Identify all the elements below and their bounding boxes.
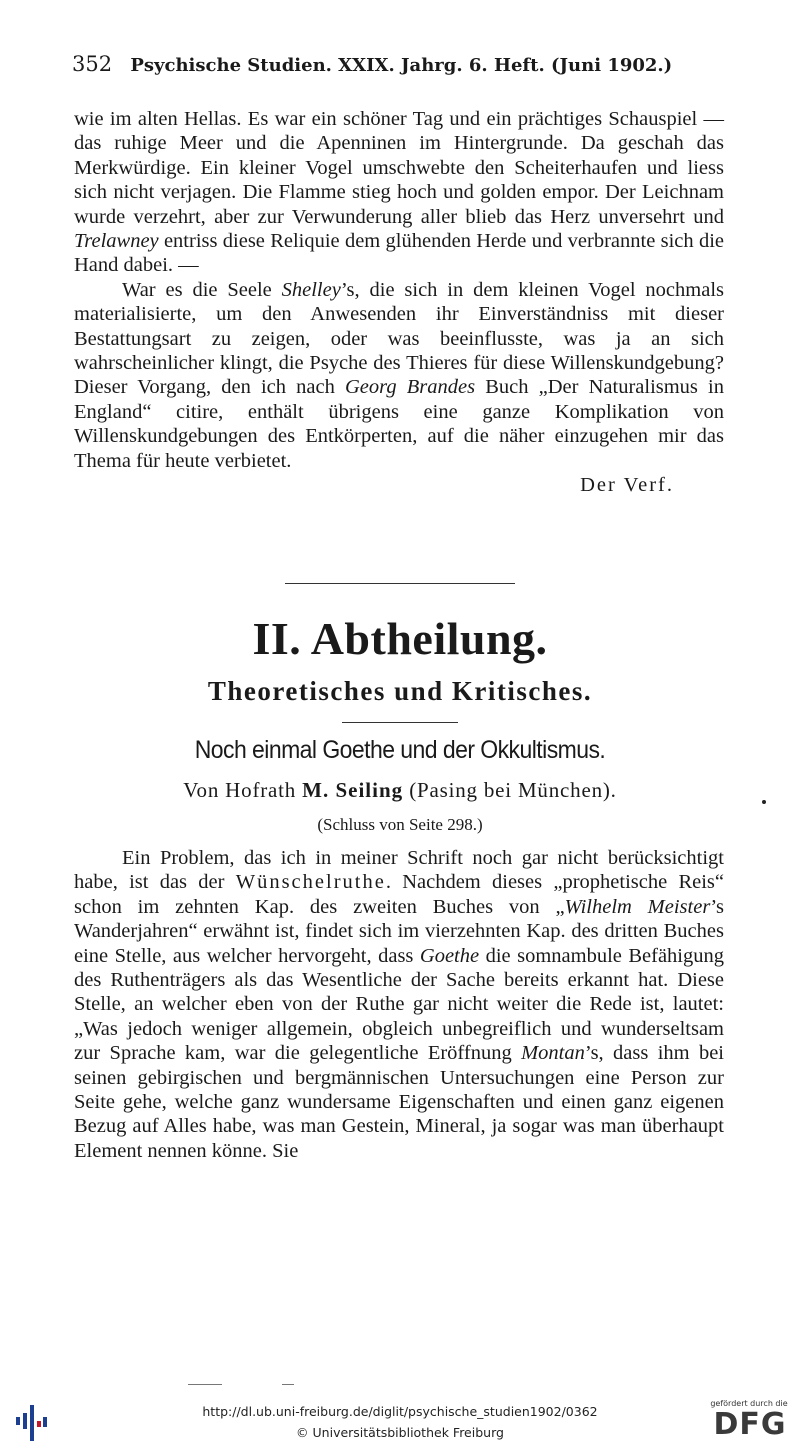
dfg-caption: gefördert durch die [710, 1399, 788, 1408]
paragraph [74, 107, 724, 278]
text-run: entriss diese Reliquie dem glühenden Herde und verbrannte sich die Hand dabei. — [74, 230, 724, 277]
page-number: 352 [72, 52, 113, 76]
print-mark [282, 1384, 294, 1385]
running-header [72, 52, 732, 76]
italic-name: Wilhelm Meister [564, 895, 711, 918]
source-url-text[interactable]: http://dl.ub.uni-freiburg.de/diglit/psychische_studien1902/0362 [202, 1404, 598, 1419]
text-run: wie im alten Hellas. Es war ein schöner Tag und ein prächtiges Schauspiel — das ruhige Meer und die Apenninen im Hintergrunde. Da geschah das Merkwürdige. Ein kleiner Vogel umschwebte den Scheiterhaufen und liess sich nicht verjagen. Die Flamme stieg hoch und golden empor. Der Leichnam wurde verzehrt, aber zur Verwunderung aller blieb das Herz unversehrt und [74, 108, 724, 228]
text-run: ’s, dass ihm bei seinen gebirgischen und bergmännischen Untersuchungen eine Person zur Seite gehe, welche ganz wundersame Eigenschaften und einen ganz eigenen Bezug auf Alles habe, was man Gestein, Mineral, ja sogar was man überhaupt Element nennen könne. Sie [74, 1042, 724, 1162]
copyright-notice: © Universitätsbibliothek Freiburg [296, 1425, 504, 1440]
previous-article-ending [74, 107, 724, 498]
dfg-logo: DFG [713, 1407, 787, 1442]
text-run: die somnambule Befähigung des Ruthenträgers als das Wesentliche der Sache bereits erkannt hat. Diese Stelle, an welcher eben von der Ruthe gar nicht weiter die Rede ist, lautet: „Was jedoch weniger allgemein, obgleich unbegreiflich und wunderseltsam zur Sprache kam, war die gelegentliche Eröffnung [74, 944, 725, 1065]
byline [0, 778, 800, 803]
text-run: Buch „Der Naturalismus in England“ citire, enthält übrigens eine ganze Komplikation von Willenskundgebungen des Entkörperten, auf die näher einzugehen mir das Thema für heute verbietet. [74, 376, 724, 472]
italic-name: Goethe [419, 944, 480, 967]
paragraph [74, 278, 724, 473]
signature: Der Verf. [580, 474, 674, 497]
italic-name: Montan [521, 1042, 585, 1065]
article-title: Noch einmal Goethe und der Okkultismus. [194, 736, 606, 764]
scan-speck [762, 800, 766, 804]
text-run: Ein Problem, das ich in meiner Schrift noch gar nicht berücksichtigt habe, ist das der [74, 847, 724, 894]
separator-rule [342, 722, 458, 723]
italic-name: Trelawney [74, 230, 159, 253]
text-run: . Nachdem dieses „prophetische Reis“ schon im zehnten Kap. des zweiten Buches von „ [74, 871, 724, 918]
text-run: ’s Wanderjahren“ erwähnt ist, findet sich im vierzehnten Kap. des dritten Buches eine Stelle, aus welcher hervorgeht, dass [74, 895, 724, 967]
article-body [74, 846, 724, 1163]
text-run: War es die Seele [122, 278, 282, 301]
spaced-term: Wünschelruthe [235, 871, 386, 894]
byline-suffix: (Pasing bei München). [403, 778, 617, 802]
digitization-footer [0, 1395, 800, 1450]
section-heading: II. Abtheilung. [252, 613, 548, 664]
text-run: ’s, die sich in dem kleinen Vogel nochmals materialisierte, um den Anwesenden ihr Einverständniss mit dieser Bestattungsart zu zeigen, oder was beeinflusste, was ja an sich wahrscheinlicher klingt, die Psyche des Thieres für diese Willenskundgebung? Dieser Vorgang, den ich nach [74, 278, 724, 399]
signature-row [74, 473, 724, 497]
continuation-note: (Schluss von Seite 298.) [317, 815, 483, 834]
italic-name: Georg Brandes [345, 376, 476, 399]
italic-name: Shelley [281, 278, 341, 301]
section-subheading: Theoretisches und Kritisches. [207, 676, 593, 706]
byline-prefix: Von Hofrath [183, 778, 303, 802]
running-title: Psychische Studien. XXIX. Jahrg. 6. Heft. (Juni 1902.) [130, 55, 673, 76]
author-name: M. Seiling [302, 778, 404, 802]
print-mark [188, 1384, 222, 1385]
paragraph [74, 846, 724, 1163]
separator-rule [285, 583, 515, 584]
source-url[interactable] [0, 1404, 800, 1419]
